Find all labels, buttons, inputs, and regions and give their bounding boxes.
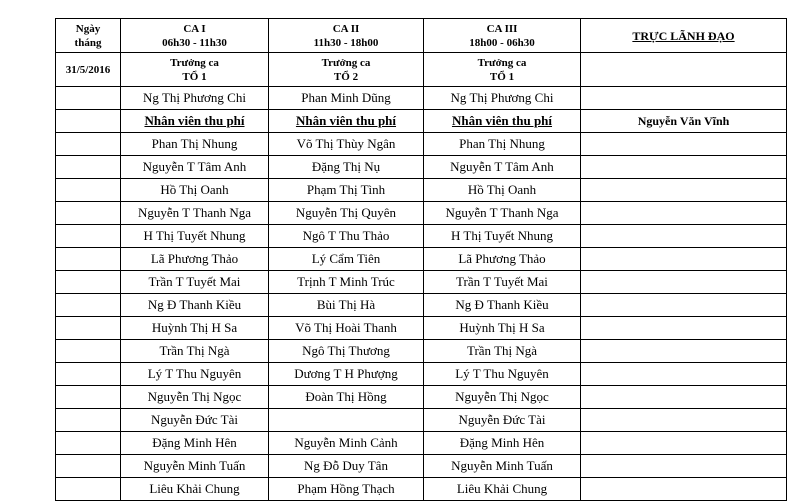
empty-date-cell <box>56 156 121 179</box>
empty-date-cell <box>56 248 121 271</box>
empty-date-cell <box>56 87 121 110</box>
shift-3-lead <box>424 53 581 87</box>
leader-empty-cell <box>581 225 787 248</box>
shift-1-name: CA I <box>183 22 206 35</box>
staff-row <box>56 409 787 432</box>
shift-3-staff-name: H Thị Tuyết Nhung <box>424 225 581 248</box>
shift-2-lead-team: TỔ 2 <box>333 70 359 83</box>
staff-row <box>56 179 787 202</box>
leader-empty-cell <box>581 271 787 294</box>
shift-2-staff-name: Võ Thị Thùy Ngân <box>269 133 424 156</box>
staff-row <box>56 156 787 179</box>
leader-empty-cell <box>581 156 787 179</box>
leader-empty-cell <box>581 294 787 317</box>
shift-3-staff-name: Lã Phương Thảo <box>424 248 581 271</box>
shift-1-staff-name: H Thị Tuyết Nhung <box>121 225 269 248</box>
header-row <box>56 19 787 53</box>
shift-2-head: Phan Minh Dũng <box>269 87 424 110</box>
shift-2-staff-name: Đặng Thị Nụ <box>269 156 424 179</box>
leader-column-header <box>581 19 787 53</box>
empty-date-cell <box>56 386 121 409</box>
shift-2-staff-name: Ngô Thị Thương <box>269 340 424 363</box>
shift-2-staff-name: Võ Thị Hoài Thanh <box>269 317 424 340</box>
shift-3-lead-label: Trưởng ca <box>477 56 527 69</box>
shift-3-lead-team: TỔ 1 <box>489 70 515 83</box>
shift-1-lead-label: Trưởng ca <box>170 56 219 69</box>
leader-empty-cell <box>581 386 787 409</box>
leader-empty-cell <box>581 478 787 501</box>
shift-2-staff-name: Đoàn Thị Hồng <box>269 386 424 409</box>
empty-date-cell <box>56 202 121 225</box>
shift-2-staff-name: Ngô T Thu Thảo <box>269 225 424 248</box>
shift-2-staff-name: Phạm Hồng Thạch <box>269 478 424 501</box>
leader-empty-cell <box>581 455 787 478</box>
shift-3-staff-title <box>424 110 581 133</box>
shift-3-staff-name: Nguyễn T Thanh Nga <box>424 202 581 225</box>
staff-row <box>56 271 787 294</box>
shift-1-lead <box>121 53 269 87</box>
empty-date-cell <box>56 110 121 133</box>
staff-row <box>56 455 787 478</box>
empty-date-cell <box>56 432 121 455</box>
empty-date-cell <box>56 478 121 501</box>
shift-3-header <box>424 19 581 53</box>
shift-1-staff-name: Nguyễn Đức Tài <box>121 409 269 432</box>
shift-1-staff-title-text: Nhân viên thu phí <box>144 113 245 128</box>
leader-empty-cell <box>581 340 787 363</box>
staff-row <box>56 340 787 363</box>
shift-1-staff-name: Nguyễn Minh Tuấn <box>121 455 269 478</box>
empty-date-cell <box>56 294 121 317</box>
empty-date-cell <box>56 271 121 294</box>
empty-date-cell <box>56 225 121 248</box>
shift-1-staff-name: Đặng Minh Hên <box>121 432 269 455</box>
shift-1-staff-name: Huỳnh Thị H Sa <box>121 317 269 340</box>
staff-row <box>56 225 787 248</box>
leader-empty-cell <box>581 133 787 156</box>
staff-row <box>56 478 787 501</box>
staff-row <box>56 202 787 225</box>
shift-2-staff-name: Dương T H Phượng <box>269 363 424 386</box>
shift-head-row <box>56 87 787 110</box>
shift-3-staff-title-text: Nhân viên thu phí <box>451 113 553 128</box>
shift-3-staff-name: Huỳnh Thị H Sa <box>424 317 581 340</box>
shift-3-staff-name: Đặng Minh Hên <box>424 432 581 455</box>
shift-3-staff-name: Trần T Tuyết Mai <box>424 271 581 294</box>
shift-3-staff-name: Phan Thị Nhung <box>424 133 581 156</box>
shift-2-staff-name: Nguyễn Minh Cảnh <box>269 432 424 455</box>
staff-row <box>56 248 787 271</box>
shift-3-name: CA III <box>486 22 518 35</box>
shift-2-lead <box>269 53 424 87</box>
empty-date-cell <box>56 179 121 202</box>
leader-column-header-text: TRỰC LÃNH ĐẠO <box>632 28 735 43</box>
leader-empty-cell <box>581 202 787 225</box>
date-column-header-line2: tháng <box>74 36 102 49</box>
staff-row <box>56 133 787 156</box>
shift-2-staff-name: Nguyễn Thị Quyên <box>269 202 424 225</box>
shift-3-staff-name: Hồ Thị Oanh <box>424 179 581 202</box>
shift-3-staff-name: Lý T Thu Nguyên <box>424 363 581 386</box>
shift-1-header <box>121 19 269 53</box>
shift-3-head: Ng Thị Phương Chi <box>424 87 581 110</box>
shift-2-name: CA II <box>332 22 360 35</box>
shift-3-staff-name: Ng Đ Thanh Kiều <box>424 294 581 317</box>
shift-1-staff-name: Lã Phương Thảo <box>121 248 269 271</box>
leader-empty-cell <box>581 248 787 271</box>
shift-2-header <box>269 19 424 53</box>
shift-1-staff-name: Phan Thị Nhung <box>121 133 269 156</box>
roster-body <box>56 19 787 501</box>
leader-empty-cell <box>581 179 787 202</box>
shift-roster-table <box>55 18 787 501</box>
shift-1-staff-name: Trần T Tuyết Mai <box>121 271 269 294</box>
shift-2-staff-name: Phạm Thị Tình <box>269 179 424 202</box>
leader-empty-cell <box>581 432 787 455</box>
empty-date-cell <box>56 317 121 340</box>
shift-1-staff-name: Hồ Thị Oanh <box>121 179 269 202</box>
shift-1-staff-name: Nguyễn T Thanh Nga <box>121 202 269 225</box>
shift-2-staff-title <box>269 110 424 133</box>
shift-1-staff-name: Liêu Khải Chung <box>121 478 269 501</box>
shift-1-staff-name: Nguyễn Thị Ngọc <box>121 386 269 409</box>
staff-row <box>56 386 787 409</box>
staff-row <box>56 363 787 386</box>
shift-3-staff-name: Liêu Khải Chung <box>424 478 581 501</box>
shift-3-time: 18h00 - 06h30 <box>469 36 535 49</box>
staff-row <box>56 432 787 455</box>
shift-2-staff-name: Lý Cẩm Tiên <box>269 248 424 271</box>
leader-empty-cell <box>581 317 787 340</box>
shift-1-staff-title <box>121 110 269 133</box>
shift-2-staff-name: Trịnh T Minh Trúc <box>269 271 424 294</box>
leader-empty-cell <box>581 53 787 87</box>
empty-date-cell <box>56 455 121 478</box>
shift-3-staff-name: Trần Thị Ngà <box>424 340 581 363</box>
leader-empty-cell <box>581 409 787 432</box>
date-column-header <box>56 19 121 53</box>
shift-1-staff-name: Nguyễn T Tâm Anh <box>121 156 269 179</box>
empty-date-cell <box>56 409 121 432</box>
staff-title-row <box>56 110 787 133</box>
shift-2-staff-name <box>269 409 424 432</box>
shift-3-staff-name: Nguyễn Minh Tuấn <box>424 455 581 478</box>
shift-2-staff-name: Ng Đỗ Duy Tân <box>269 455 424 478</box>
empty-date-cell <box>56 363 121 386</box>
leader-name-text: Nguyễn Văn Vĩnh <box>637 113 730 128</box>
empty-date-cell <box>56 340 121 363</box>
shift-1-head: Ng Thị Phương Chi <box>121 87 269 110</box>
shift-2-staff-name: Bùi Thị Hà <box>269 294 424 317</box>
shift-2-staff-title-text: Nhân viên thu phí <box>295 113 397 128</box>
shift-1-staff-name: Trần Thị Ngà <box>121 340 269 363</box>
staff-row <box>56 294 787 317</box>
shift-3-staff-name: Nguyễn Đức Tài <box>424 409 581 432</box>
shift-lead-row <box>56 53 787 87</box>
leader-empty-cell <box>581 87 787 110</box>
shift-1-staff-name: Lý T Thu Nguyên <box>121 363 269 386</box>
leader-name <box>581 110 787 133</box>
shift-2-time: 11h30 - 18h00 <box>313 36 379 49</box>
empty-date-cell <box>56 133 121 156</box>
leader-empty-cell <box>581 363 787 386</box>
shift-1-lead-team: TỔ 1 <box>182 70 207 83</box>
date-column-header-line1: Ngày <box>75 22 101 35</box>
shift-3-staff-name: Nguyễn T Tâm Anh <box>424 156 581 179</box>
shift-2-lead-label: Trưởng ca <box>321 56 371 69</box>
shift-1-staff-name: Ng Đ Thanh Kiều <box>121 294 269 317</box>
date-cell: 31/5/2016 <box>56 53 121 87</box>
shift-1-time: 06h30 - 11h30 <box>162 36 227 49</box>
staff-row <box>56 317 787 340</box>
shift-3-staff-name: Nguyễn Thị Ngọc <box>424 386 581 409</box>
